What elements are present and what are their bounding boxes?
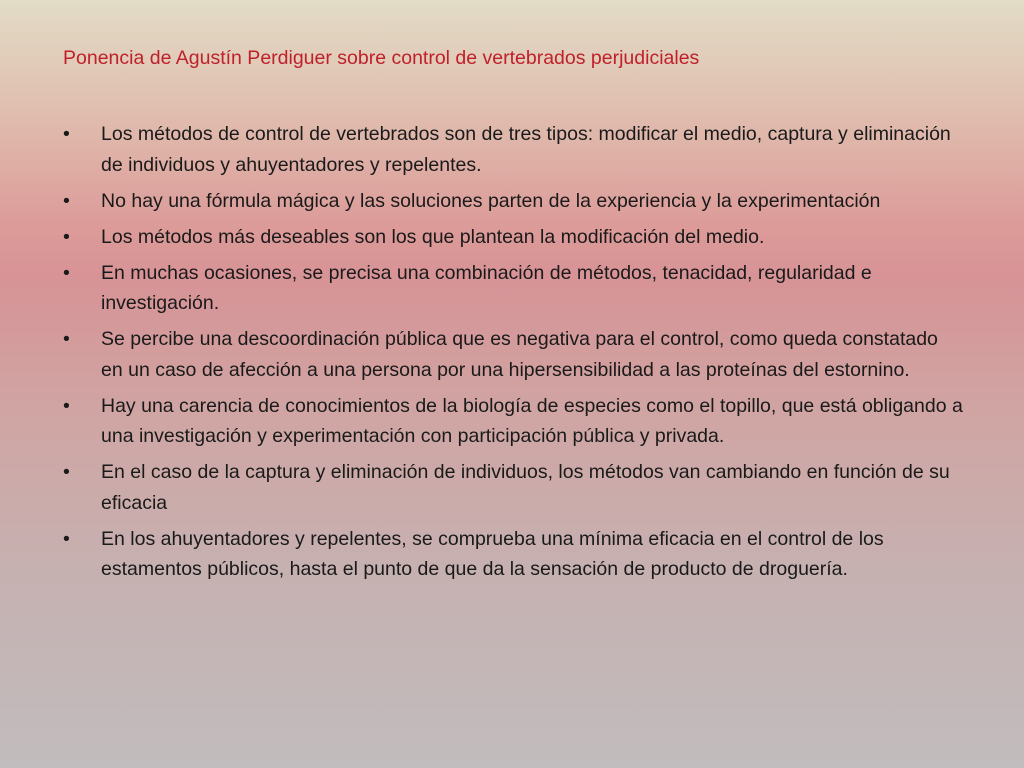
- bullet-marker: •: [63, 394, 70, 417]
- bullet-item: [63, 222, 963, 253]
- bullet-text: Se percibe una descoordinación pública que es negativa para el control, como queda constatado en un caso de afección a una persona por una hipersensibilidad a las proteínas del estornino.: [101, 328, 938, 381]
- bullet-text: Hay una carencia de conocimientos de la biología de especies como el topillo, que está obligando a una investigación y experimentación con participación pública y privada.: [101, 394, 963, 447]
- bullet-text: En los ahuyentadores y repelentes, se comprueba una mínima eficacia en el control de los estamentos públicos, hasta el punto de que da la sensación de producto de droguería.: [101, 527, 884, 580]
- bullet-text: Los métodos de control de vertebrados son de tres tipos: modificar el medio, captura y eliminación de individuos y ahuyentadores y repelentes.: [101, 123, 951, 176]
- slide-title: Ponencia de Agustín Perdiguer sobre control de vertebrados perjudiciales: [63, 47, 700, 69]
- bullet-text: Los métodos más deseables son los que plantean la modificación del medio.: [101, 225, 765, 248]
- bullet-item: [63, 524, 963, 585]
- bullet-marker: •: [63, 261, 70, 284]
- bullet-item: [63, 324, 963, 385]
- bullet-list: [63, 119, 963, 590]
- bullet-item: [63, 391, 963, 452]
- bullet-text: No hay una fórmula mágica y las soluciones parten de la experiencia y la experimentación: [101, 189, 881, 212]
- bullet-marker: •: [63, 189, 70, 212]
- bullet-item: [63, 186, 963, 217]
- bullet-item: [63, 457, 963, 518]
- bullet-text: En muchas ocasiones, se precisa una combinación de métodos, tenacidad, regularidad e investigación.: [101, 261, 872, 314]
- bullet-item: [63, 258, 963, 319]
- bullet-item: [63, 119, 963, 180]
- bullet-text: En el caso de la captura y eliminación de individuos, los métodos van cambiando en función de su eficacia: [101, 461, 950, 514]
- bullet-marker: •: [63, 461, 70, 483]
- bullet-marker: •: [63, 225, 70, 248]
- bullet-marker: •: [63, 123, 70, 145]
- bullet-marker: •: [63, 328, 70, 350]
- bullet-marker: •: [63, 527, 70, 550]
